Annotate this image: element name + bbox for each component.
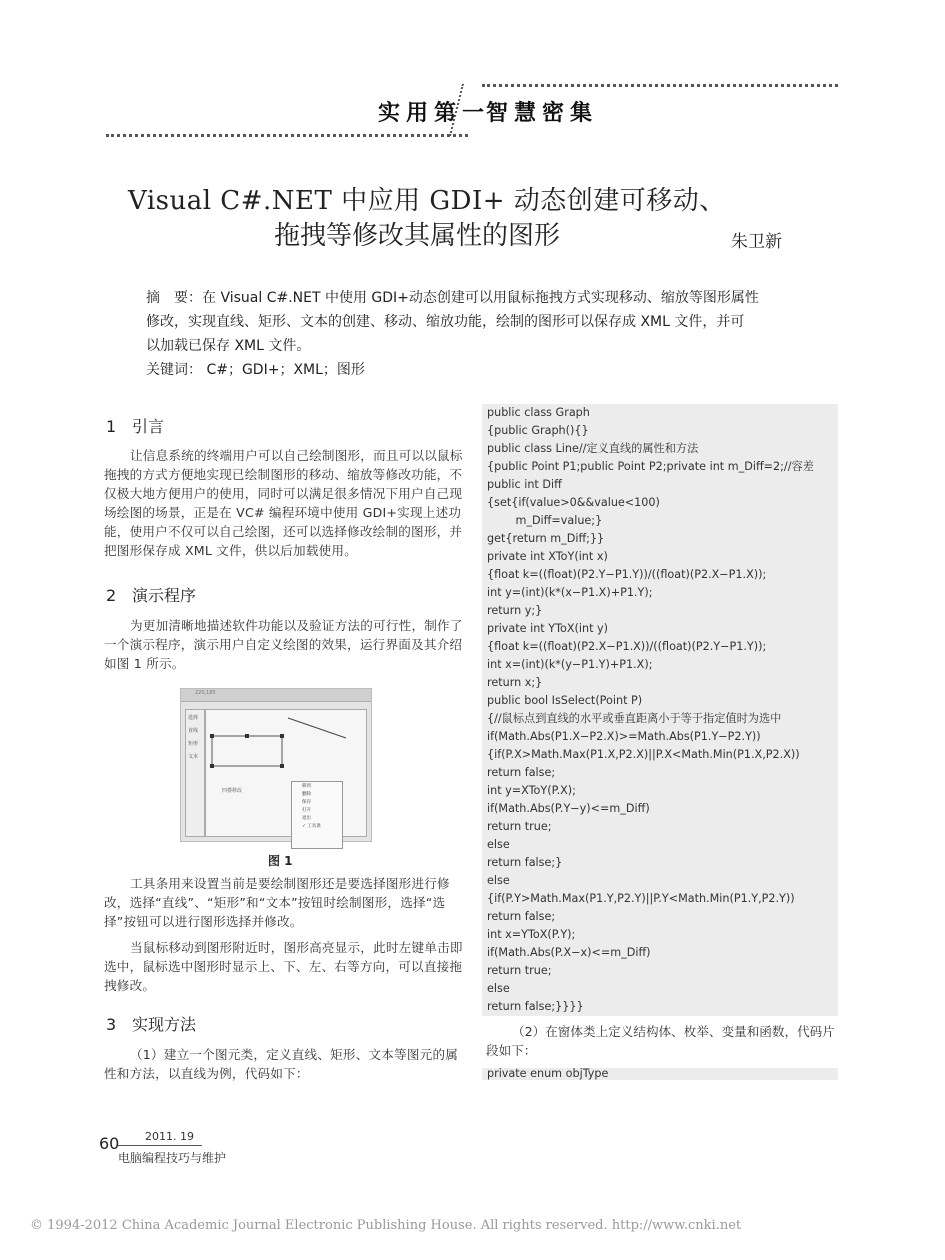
figure-context-menu	[291, 781, 343, 849]
paragraph: （2）在窗体类上定义结构体、枚举、变量和函数，代码片段如下：	[486, 1024, 835, 1058]
figure-1-screenshot	[180, 688, 372, 842]
section-title: 引言	[132, 417, 165, 436]
code-line: if(Math.Abs(P.Y−y)<=m_Diff)	[487, 802, 650, 815]
figure-tool-item: 矩形	[188, 741, 199, 747]
code-line: public int Diff	[487, 478, 562, 491]
code-line: {float k=((float)(P2.X−P1.X))/((float)(P2.Y−P1.Y));	[487, 640, 767, 653]
code-line: return y;}	[487, 604, 543, 617]
code-line: {//鼠标点到直线的水平或垂直距离小于等于指定值时为选中	[487, 712, 782, 725]
figure-menu-item: 移到	[302, 784, 311, 789]
code-line: public bool IsSelect(Point P)	[487, 694, 643, 707]
page-number: 60	[99, 1134, 120, 1153]
figure-handle	[280, 734, 284, 738]
banner-dotted-line-top	[482, 84, 838, 87]
paragraph: 让信息系统的终端用户可以自己绘制图形，而且可以以鼠标拖拽的方式方便地实现已绘制图形的移动、缩放等修改功能，不仅极大地方便用户的使用，同时可以满足很多情况下用户自己现场绘图的场景，正是在 VC# 编程环境中使用 GDI+实现上述功能，使用户不仅可以自己绘图，还可以选择修改绘制的图形，并把图形保存成 XML 文件，供以后加载使用。	[104, 448, 463, 558]
figure-rect-shape	[212, 736, 282, 766]
code-line: {if(P.Y>Math.Max(P1.Y,P2.Y)||P.Y<Math.Min(P1.Y,P2.Y))	[487, 892, 795, 905]
section-title: 实现方法	[132, 1015, 197, 1034]
figure-menu-item: 退出	[302, 816, 311, 821]
abstract-line: 摘 要：在 Visual C#.NET 中使用 GDI+动态创建可以用鼠标拖拽方式实现移动、缩放等图形属性	[146, 290, 759, 306]
section-title: 演示程序	[132, 586, 197, 605]
code-line: if(Math.Abs(P.X−x)<=m_Diff)	[487, 946, 651, 959]
figure-tool-item: 文本	[188, 754, 199, 760]
code-line: return true;	[487, 964, 552, 977]
code-line: return true;	[487, 820, 552, 833]
code-line: return false;	[487, 766, 556, 779]
figure-menu-item: ✓ 工具条	[302, 824, 321, 829]
section-number: 2	[106, 586, 117, 605]
section-heading-2	[106, 583, 196, 606]
paragraph: 工具条用来设置当前是要绘制图形还是要选择图形进行修改，选择“直线”、“矩形”和“文本”按钮时绘制图形，选择“选择”按钮可以进行图形选择并修改。	[104, 876, 450, 929]
section-number: 3	[106, 1015, 117, 1034]
paragraph: 当鼠标移动到图形附近时，图形高亮显示，此时左键单击即选中，鼠标选中图形时显示上、下、左、右等方向，可以直接拖拽修改。	[104, 940, 463, 993]
code-line: {float k=((float)(P2.Y−P1.Y))/((float)(P2.X−P1.X));	[487, 568, 767, 581]
code-block	[487, 404, 814, 1016]
figure-handle	[245, 734, 249, 738]
abstract-line: 修改，实现直线、矩形、文本的创建、移动、缩放功能，绘制的图形可以保存成 XML 文件，并可	[146, 314, 745, 330]
journal-name: 电脑编程技巧与维护	[118, 1151, 227, 1165]
banner-left-text: 实用第一	[378, 100, 491, 126]
author: 朱卫新	[731, 232, 782, 252]
keywords: 关键词： C#；GDI+；XML；图形	[146, 362, 365, 378]
code-line: get{return m_Diff;}}	[487, 532, 605, 545]
figure-handle	[210, 764, 214, 768]
figure-menu-item: 保存	[302, 800, 311, 805]
section-heading-1	[106, 414, 164, 437]
figure-window-titlebar	[181, 689, 371, 702]
code-line: {public Point P1;public Point P2;private int m_Diff=2;//容差	[487, 460, 814, 473]
code-line: m_Diff=value;}	[487, 514, 603, 527]
code-line: int x=YToX(P.Y);	[487, 928, 576, 941]
abstract-line: 以加载已保存 XML 文件。	[146, 338, 311, 354]
section-number: 1	[106, 417, 117, 436]
figure-line-shape	[288, 718, 346, 738]
banner-right-text: 智慧密集	[486, 100, 599, 126]
figure-handle	[280, 764, 284, 768]
code-line: {if(P.X>Math.Max(P1.X,P2.X)||P.X<Math.Min(P1.X,P2.X))	[487, 748, 800, 761]
figure-menu-item: 打开	[302, 808, 311, 813]
section-heading-3	[106, 1012, 196, 1035]
code-line: else	[487, 982, 510, 995]
code-line: if(Math.Abs(P1.X−P2.X)>=Math.Abs(P1.Y−P2.Y))	[487, 730, 761, 743]
code-line: private int YToX(int y)	[487, 622, 609, 635]
code-line: return x;}	[487, 676, 543, 689]
figure-tool-item: 直线	[188, 728, 199, 734]
code-line: private int XToY(int x)	[487, 550, 608, 563]
figure-caption: 图 1	[268, 854, 293, 868]
article-title-line1: Visual C#.NET 中应用 GDI+ 动态创建可移动、	[128, 186, 726, 216]
code-line: int y=(int)(k*(x−P1.X)+P1.Y);	[487, 586, 653, 599]
figure-toolbar	[185, 709, 205, 837]
footer-rule	[118, 1145, 202, 1146]
code-line: int y=XToY(P.X);	[487, 784, 576, 797]
code-line: public class Graph	[487, 406, 590, 419]
figure-handle	[210, 734, 214, 738]
code-line: return false;}}}}	[487, 1000, 584, 1013]
issue-number: 2011. 19	[145, 1130, 194, 1143]
code-line: int x=(int)(k*(y−P1.Y)+P1.X);	[487, 658, 653, 671]
code-line: else	[487, 838, 510, 851]
copyright-notice: © 1994-2012 China Academic Journal Electronic Publishing House. All rights reserved. http://www.cnki.net	[30, 1218, 742, 1233]
code-line: return false;	[487, 910, 556, 923]
code-line: private enum objType	[487, 1067, 609, 1080]
paragraph: 为更加清晰地描述软件功能以及验证方法的可行性，制作了一个演示程序，演示用户自定义绘图的效果，运行界面及其介绍如图 1 所示。	[104, 618, 463, 671]
figure-tool-item: 选择	[188, 715, 199, 721]
banner-dotted-line-bottom	[106, 134, 468, 137]
paragraph: （1）建立一个图元类，定义直线、矩形、文本等图元的属性和方法，以直线为例，代码如下：	[104, 1047, 459, 1081]
figure-canvas-text: 四叠移改	[222, 788, 243, 794]
figure-menu-item: 删除	[302, 792, 311, 797]
code-line: return false;}	[487, 856, 563, 869]
code-line: else	[487, 874, 510, 887]
code-line: public class Line//定义直线的属性和方法	[487, 442, 699, 455]
abstract	[146, 286, 806, 382]
code-line: {public Graph(){}	[487, 424, 589, 437]
figure-window-title: 220,185	[195, 690, 216, 696]
article-title-line2: 拖拽等修改其属性的图形	[274, 221, 561, 251]
code-line: {set{if(value>0&&value<100)	[487, 496, 660, 509]
